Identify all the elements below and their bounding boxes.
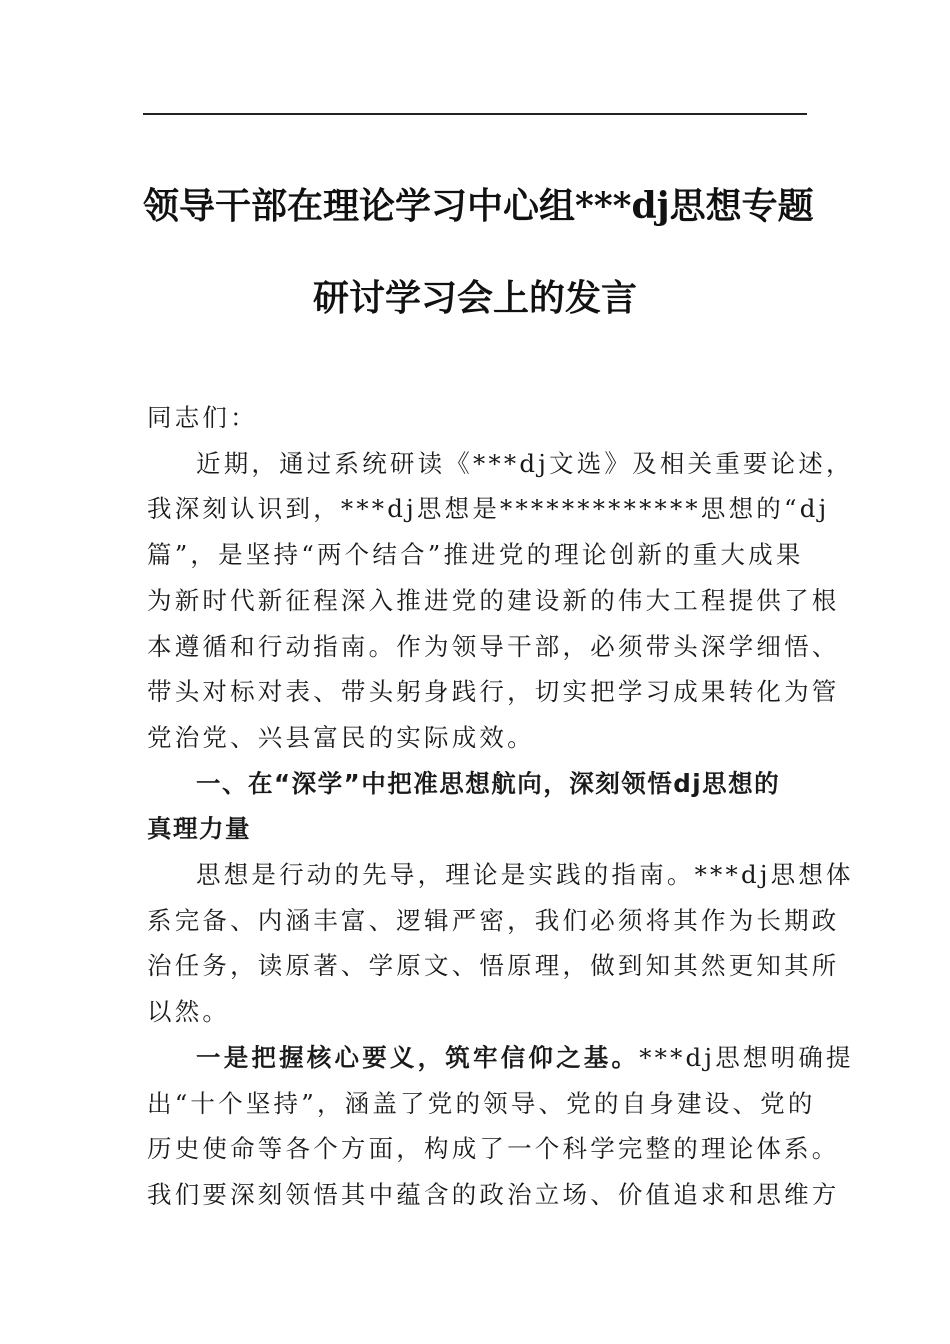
paragraph-intro [147,441,854,761]
header-rule [143,113,807,115]
text-line: 思想是行动的先导，理论是实践的指南。***dj思想体 [196,860,854,890]
text-line: 近期，通过系统研读《***dj文选》及相关重要论述， [196,448,854,478]
point-text: ***dj思想明确提 [639,1042,854,1072]
salutation: 同志们： [147,403,258,432]
section-heading-1 [147,761,807,852]
text-line: 篇”，是坚持“两个结合”推进党的理论创新的重大成果 [147,540,804,570]
text-line: 我们要深刻领悟其中蕴含的政治立场、价值追求和思维方 [147,1179,840,1209]
text-line: 党治党、兴县富民的实际成效。 [147,722,535,752]
text-line: 我深刻认识到，***dj思想是*************思想的“dj [147,494,830,524]
text-line: 带头对标对表、带头躬身践行，切实把学习成果转化为管 [147,677,840,707]
text-line [147,1035,854,1081]
text-line: 系完备、内涵丰富、逻辑严密，我们必须将其作为长期政 [147,905,840,935]
title-line-1: 领导干部在理论学习中心组***dj思想专题 [143,185,814,227]
document-body [147,395,854,1218]
title-line-2: 研讨学习会上的发言 [312,277,637,319]
point-lead: 一是把握核心要义，筑牢信仰之基。 [196,1042,640,1072]
text-line: 为新时代新征程深入推进党的建设新的伟大工程提供了根 [147,585,840,615]
text-line: 出“十个坚持”，涵盖了党的领导、党的自身建设、党的 [147,1088,816,1118]
text-line: 治任务，读原著、学原文、悟原理，做到知其然更知其所 [147,951,840,981]
heading-line: 真理力量 [147,814,251,844]
text-line: 历史使命等各个方面，构成了一个科学完整的理论体系。 [147,1134,840,1164]
paragraph-section-1 [147,852,854,1035]
heading-line: 一、在“深学”中把准思想航向，深刻领悟dj思想的 [196,768,781,798]
text-line: 本遵循和行动指南。作为领导干部，必须带头深学细悟、 [147,631,840,661]
paragraph-point-1 [147,1035,854,1218]
text-line: 以然。 [147,997,231,1027]
document-title [143,160,814,344]
